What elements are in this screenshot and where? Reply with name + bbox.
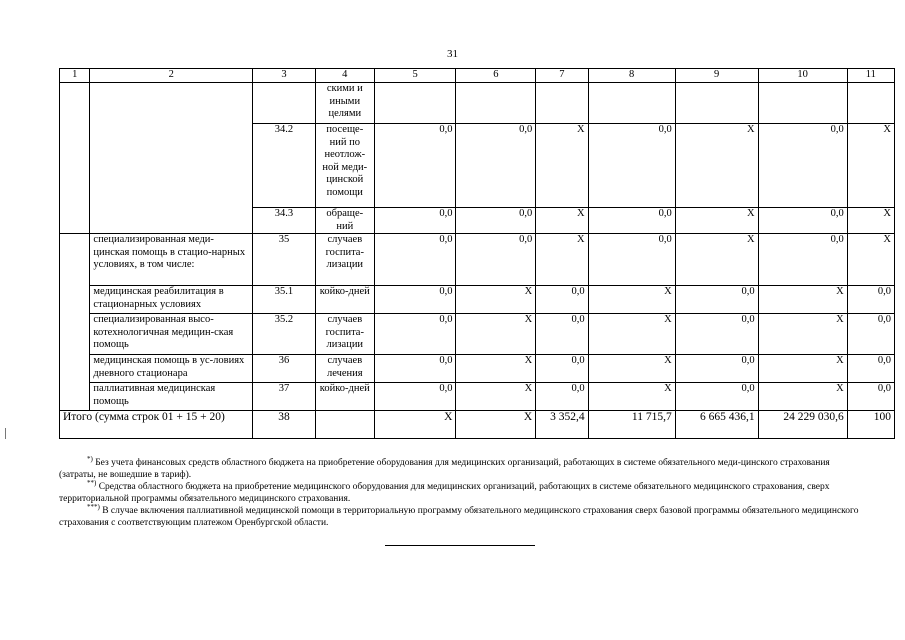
cell-code [253, 83, 316, 124]
cell-value: Х [536, 208, 588, 234]
header-cell: 10 [758, 69, 847, 83]
cell-unit: случаев лечения [315, 355, 374, 383]
cell-unit: обраще-ний [315, 208, 374, 234]
cell-value: 0,0 [374, 355, 456, 383]
cell-value: 0,0 [374, 383, 456, 411]
cell-value: Х [588, 286, 675, 314]
cell-value: Х [758, 286, 847, 314]
footnote-text: В случае включения паллиативной медицинской помощи в территориальную программу обязательного медицинского страхования сверх базовой программы обязательного медицинского страхования с соответствующим платежом Оренбургской области. [59, 506, 859, 528]
cell-value: 0,0 [536, 314, 588, 355]
cell-value [456, 83, 536, 124]
cell-code: 36 [253, 355, 316, 383]
total-row [60, 411, 895, 439]
header-cell: 5 [374, 69, 456, 83]
cell-value: 0,0 [588, 234, 675, 286]
header-cell: 11 [847, 69, 894, 83]
cell-value: 0,0 [758, 234, 847, 286]
cell-index [60, 234, 90, 411]
table-row [60, 314, 895, 355]
cell-value: 0,0 [847, 355, 894, 383]
cell-value: 0,0 [374, 208, 456, 234]
cell-value: 0,0 [536, 286, 588, 314]
cell-value: 0,0 [456, 208, 536, 234]
cell-value: Х [758, 314, 847, 355]
cell-value [758, 83, 847, 124]
cell-code: 35 [253, 234, 316, 286]
cell-index [60, 83, 90, 234]
cell-value: 0,0 [675, 286, 758, 314]
total-value: Х [456, 411, 536, 439]
cell-value: Х [675, 208, 758, 234]
cell-value: 0,0 [536, 355, 588, 383]
cell-code: 35.1 [253, 286, 316, 314]
cell-value: Х [456, 355, 536, 383]
header-cell: 4 [315, 69, 374, 83]
cell-value: Х [456, 383, 536, 411]
cell-value: Х [588, 314, 675, 355]
cell-code: 34.3 [253, 208, 316, 234]
cell-value: Х [456, 286, 536, 314]
cell-unit: случаев госпита-лизации [315, 314, 374, 355]
cell-value [374, 83, 456, 124]
header-cell: 2 [90, 69, 253, 83]
cell-value: 0,0 [536, 383, 588, 411]
total-code: 38 [253, 411, 316, 439]
footnotes [59, 455, 859, 530]
cell-code: 34.2 [253, 124, 316, 208]
cell-value: 0,0 [374, 234, 456, 286]
end-rule [385, 545, 535, 546]
cell-value: 0,0 [675, 383, 758, 411]
cell-code: 37 [253, 383, 316, 411]
cell-code: 35.2 [253, 314, 316, 355]
cell-value: 0,0 [374, 286, 456, 314]
cell-unit: койко-дней [315, 286, 374, 314]
cell-value [847, 83, 894, 124]
table-row [60, 83, 895, 124]
cell-value: 0,0 [374, 124, 456, 208]
cell-value: 0,0 [456, 124, 536, 208]
total-value: Х [374, 411, 456, 439]
cell-name: специализированная меди-цинская помощь в стацио-нарных условиях, в том числе: [90, 234, 253, 286]
cell-value: 0,0 [456, 234, 536, 286]
header-cell: 8 [588, 69, 675, 83]
header-row [60, 69, 895, 83]
cell-unit: скими и иными целями [315, 83, 374, 124]
cell-value: 0,0 [588, 124, 675, 208]
cell-value: Х [536, 234, 588, 286]
financing-table [59, 68, 895, 439]
cell-value: 0,0 [675, 355, 758, 383]
cell-value: Х [675, 124, 758, 208]
footnote [59, 479, 859, 505]
total-value: 3 352,4 [536, 411, 588, 439]
cell-value: Х [456, 314, 536, 355]
footnote [59, 503, 859, 529]
cell-value: Х [536, 124, 588, 208]
header-cell: 3 [253, 69, 316, 83]
cell-value: 0,0 [847, 314, 894, 355]
cell-value [588, 83, 675, 124]
footnote-text: Без учета финансовых средств областного бюджета на приобретение оборудования для медицинских организаций, работающих в системе обязательного меди-цинского страхования (затраты, не вошедшие в тариф). [59, 458, 830, 480]
table-row [60, 234, 895, 286]
total-value: 6 665 436,1 [675, 411, 758, 439]
cell-value: 0,0 [588, 208, 675, 234]
cell-value: Х [758, 383, 847, 411]
cell-value: Х [847, 234, 894, 286]
header-cell: 7 [536, 69, 588, 83]
cell-value: 0,0 [675, 314, 758, 355]
cell-value: Х [675, 234, 758, 286]
cell-value [675, 83, 758, 124]
cell-value: Х [847, 124, 894, 208]
cell-value: Х [588, 383, 675, 411]
scan-edge-mark [5, 428, 6, 439]
total-unit [315, 411, 374, 439]
total-value: 11 715,7 [588, 411, 675, 439]
page-number: 31 [447, 48, 458, 60]
total-value: 24 229 030,6 [758, 411, 847, 439]
cell-value: Х [847, 208, 894, 234]
header-cell: 9 [675, 69, 758, 83]
cell-value [536, 83, 588, 124]
cell-name [90, 83, 253, 234]
footnote-text: Средства областного бюджета на приобретение медицинского оборудования для медицинских организаций, работающих в системе обязательного медицинского страхования, сверх территориальной программы обязательного медицинского страхования. [59, 482, 830, 504]
cell-value: Х [588, 355, 675, 383]
table-row [60, 383, 895, 411]
cell-value: 0,0 [847, 383, 894, 411]
cell-name: медицинская реабилитация в стационарных условиях [90, 286, 253, 314]
cell-unit: койко-дней [315, 383, 374, 411]
cell-value: 0,0 [847, 286, 894, 314]
cell-unit: посеще-ний по неотлож-ной меди-цинской помощи [315, 124, 374, 208]
cell-value: 0,0 [758, 208, 847, 234]
table-row [60, 355, 895, 383]
header-cell: 1 [60, 69, 90, 83]
footnote-mark: **) [87, 479, 97, 487]
total-label: Итого (сумма строк 01 + 15 + 20) [60, 411, 253, 439]
table-row [60, 286, 895, 314]
total-value: 100 [847, 411, 894, 439]
cell-value: 0,0 [758, 124, 847, 208]
cell-value: Х [758, 355, 847, 383]
cell-unit: случаев госпита-лизации [315, 234, 374, 286]
cell-name: медицинская помощь в ус-ловиях дневного стационара [90, 355, 253, 383]
footnote-mark: ***) [87, 503, 100, 511]
cell-name: паллиативная медицинская помощь [90, 383, 253, 411]
footnote-mark: *) [87, 455, 93, 463]
footnote [59, 455, 859, 481]
header-cell: 6 [456, 69, 536, 83]
cell-name: специализированная высо-котехнологичная медицин-ская помощь [90, 314, 253, 355]
cell-value: 0,0 [374, 314, 456, 355]
